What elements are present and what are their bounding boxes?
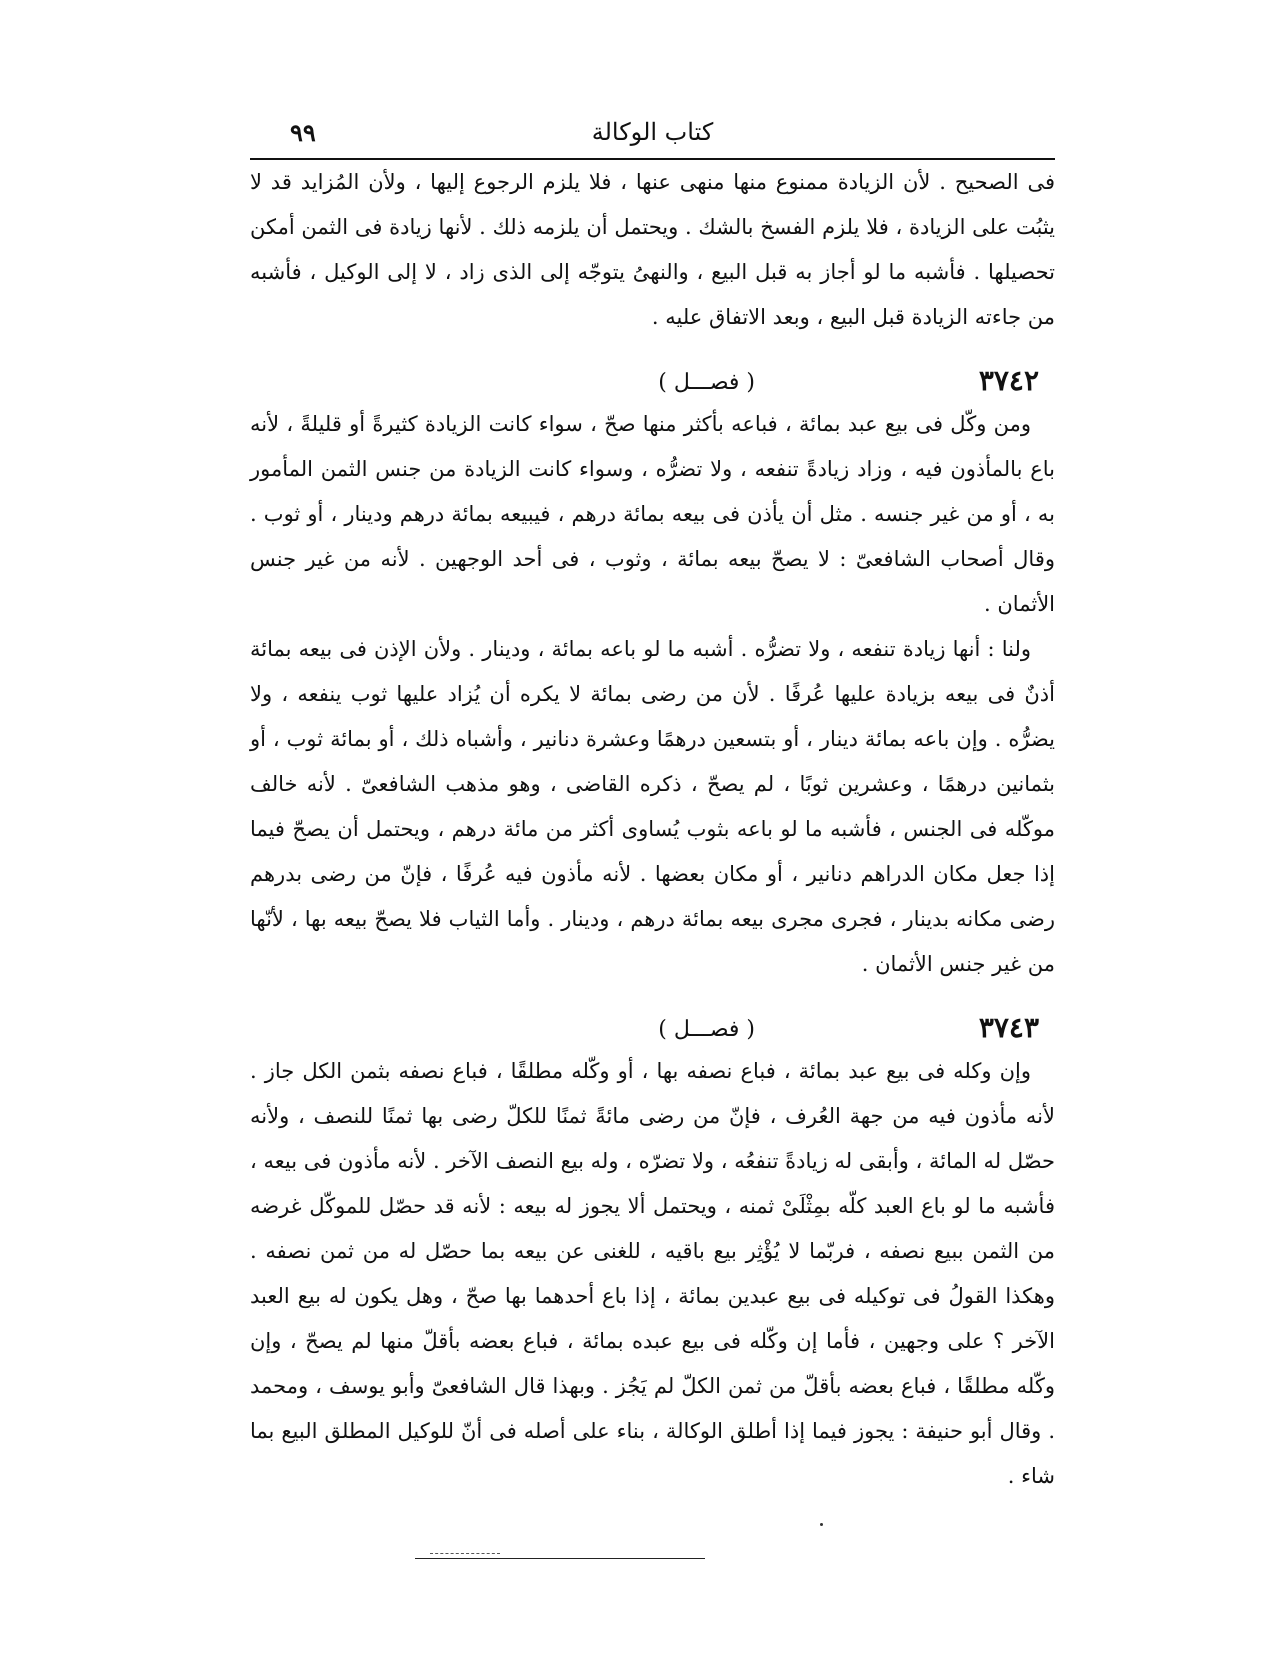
print-speck bbox=[820, 1523, 823, 1526]
section-label: ( فصـــل ) bbox=[658, 1017, 755, 1042]
intro-paragraph: فى الصحيح . لأن الزيادة ممنوع منها منهى عنها ، فلا يلزم الرجوع إليها ، ولأن المُزايد قد لا يثبُت على الزيادة ، فلا يلزم الفسخ بالشك . ويحتمل أن يلزمه ذلك . لأنها زيادة فى الثمن أمكن تحصيلها . فأشبه ما لو أجاز به قبل البيع ، والنهىُ يتوجّه إلى الذى زاد ، لا إلى الوكيل ، فأشبه من جاءته الزيادة قبل البيع ، وبعد الاتفاق عليه . bbox=[250, 170, 1055, 329]
running-header bbox=[250, 112, 1055, 160]
running-title: كتاب الوكالة bbox=[591, 118, 714, 146]
section-paragraph: ومن وكّل فى بيع عبد بمائة ، فباعه بأكثر منها صحّ ، سواء كانت الزيادة كثيرةً أو قليلةً ، لأنه باع بالمأذون فيه ، وزاد زيادةً تنفعه ، ولا تضرُّه ، وسواء كانت الزيادة من جنس الثمن المأمور به ، أو من غير جنسه . مثل أن يأذن فى بيعه بمائة درهم ، فيبيعه بمائة درهم ودينار ، أو ثوب . وقال أصحاب الشافعىّ : لا يصحّ بيعه بمائة ، وثوب ، فى أحد الوجهين . لأنه من غير جنس الأثمان . bbox=[250, 412, 1055, 616]
section-heading bbox=[250, 354, 1055, 402]
footer-rule bbox=[415, 1558, 705, 1559]
book-page bbox=[250, 112, 1055, 1592]
section-number: ٣٧٤٣ bbox=[978, 1011, 1039, 1044]
section-label: ( فصـــل ) bbox=[658, 370, 755, 395]
section-paragraph: وإن وكله فى بيع عبد بمائة ، فباع نصفه بها ، أو وكّله مطلقًا ، فباع نصفه بثمن الكل جاز . لأنه مأذون فيه من جهة العُرف ، فإنّ من رضى مائةً ثمنًا للكلّ رضى بها ثمنًا للنصف ، ولأنه حصّل له المائة ، وأبقى له زيادةً تنفعُه ، ولا تضرّه ، وله بيع النصف الآخر . لأنه مأذون فى بيعه ، فأشبه ما لو باع العبد كلّه بمِثْلَىْ ثمنه ، ويحتمل ألا يجوز له بيعه : لأنه قد حصّل للموكّل غرضه من الثمن ببيع نصفه ، فربّما لا يُؤْثِر بيع باقيه ، للغنى عن بيعه بما حصّل له من ثمن نصفه . وهكذا القولُ فى توكيله فى بيع عبدين بمائة ، إذا باع أحدهما بها صحّ ، وهل يكون له بيع العبد الآخر ؟ على وجهين ، فأما إن وكّله فى بيع عبده بمائة ، فباع بعضه بأقلّ منها لم يصحّ ، وإن وكّله مطلقًا ، فباع بعضه بأقلّ من ثمن الكلّ لم يَجُز . وبهذا قال الشافعىّ وأبو يوسف ، ومحمد . وقال أبو حنيفة : يجوز فيما إذا أطلق الوكالة ، بناء على أصله فى أنّ للوكيل المطلق البيع بما شاء . bbox=[250, 1059, 1055, 1488]
page-number: ٩٩ bbox=[290, 118, 316, 147]
footer-rule-short bbox=[430, 1553, 500, 1554]
section-number: ٣٧٤٢ bbox=[978, 364, 1039, 397]
main-text bbox=[250, 160, 1055, 1499]
section-paragraph: ولنا : أنها زيادة تنفعه ، ولا تضرُّه . أشبه ما لو باعه بمائة ، ودينار . ولأن الإذن فى بيعه بمائة أذنٌ فى بيعه بزيادة عليها عُرفًا . لأن من رضى بمائة لا يكره أن يُزاد عليها ثوب ينفعه ، ولا يضرُّه . وإن باعه بمائة دينار ، أو بتسعين درهمًا وعشرة دنانير ، وأشباه ذلك ، أو بمائة ثوب ، أو بثمانين درهمًا ، وعشرين ثوبًا ، لم يصحّ ، ذكره القاضى ، وهو مذهب الشافعىّ . لأنه خالف موكّله فى الجنس ، فأشبه ما لو باعه بثوب يُساوى أكثر من مائة درهم ، ويحتمل أن يصحّ فيما إذا جعل مكان الدراهم دنانير ، أو مكان بعضها . لأنه مأذون فيه عُرفًا ، فإنّ من رضى بدرهم رضى مكانه بدينار ، فجرى مجرى بيعه بمائة درهم ، ودينار . وأما الثياب فلا يصحّ بيعه بها ، لأنّها من غير جنس الأثمان . bbox=[250, 637, 1055, 976]
section-heading bbox=[250, 1001, 1055, 1049]
